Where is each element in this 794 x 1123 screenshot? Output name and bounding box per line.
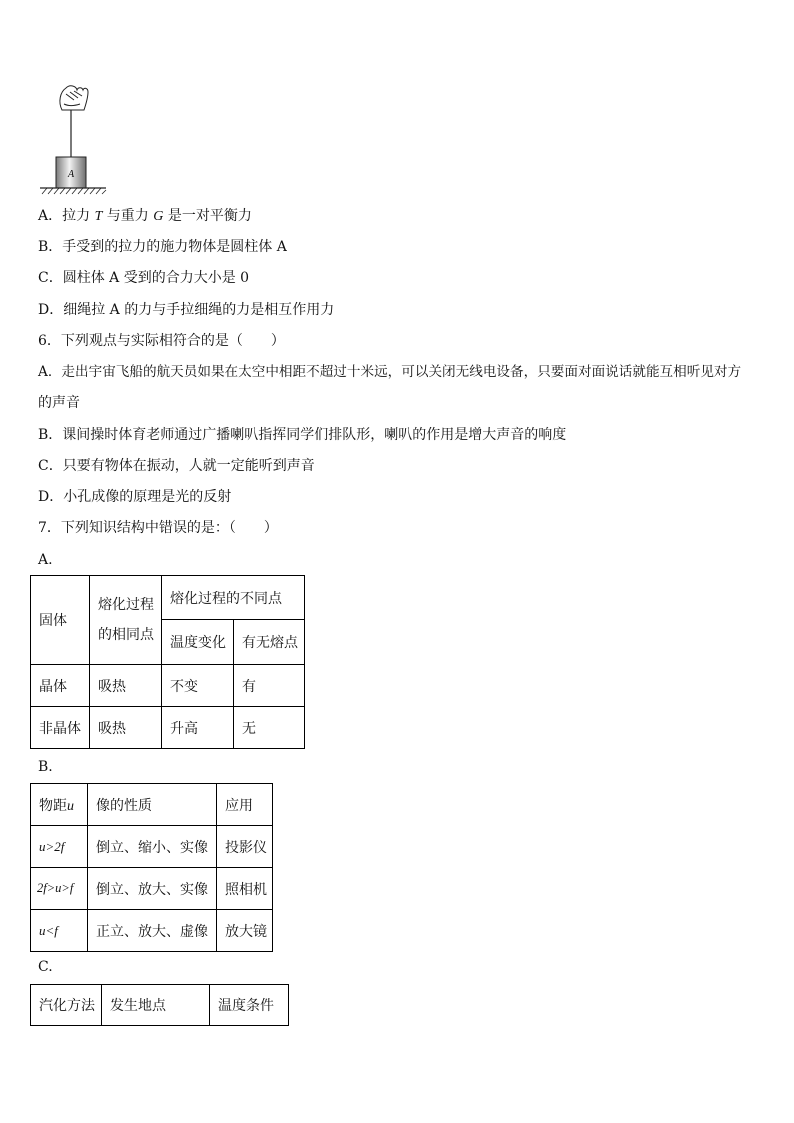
table-cell: 倒立、缩小、实像: [88, 826, 217, 868]
q6-option-a-line1: A．走出宇宙飞船的航天员如果在太空中相距不超过十米远，可以关闭无线电设备，只要面对面说话就能互相听见对方: [38, 364, 742, 380]
table-cell: 投影仪: [217, 826, 273, 868]
table-row: [31, 826, 273, 868]
q5-option-d: D．细绳拉 A 的力与手拉细绳的力是相互作用力: [38, 302, 335, 318]
table-a-header-same-line1: 熔化过程: [98, 597, 154, 613]
table-cell: 无: [234, 707, 305, 749]
q6-option-a-line2: 的声音: [38, 395, 80, 411]
table-cell-condition: u<f: [31, 910, 88, 952]
table-a-melting: [30, 575, 305, 749]
table-c-header-method: 汽化方法: [31, 985, 102, 1026]
q5-option-a-text: A．拉力: [38, 208, 95, 224]
var-u: u: [67, 798, 74, 814]
table-a-header-same: [90, 576, 162, 665]
table-cell-condition: u>2f: [31, 826, 88, 868]
table-cell: 正立、放大、虚像: [88, 910, 217, 952]
q7-stem: 7．下列知识结构中错误的是：（ ）: [38, 520, 278, 536]
table-cell: 有: [234, 665, 305, 707]
table-cell: 吸热: [90, 707, 162, 749]
q5-option-a-text-mid: 与重力: [102, 208, 154, 224]
table-cell: 非晶体: [31, 707, 90, 749]
q7-label-a: A.: [38, 552, 53, 568]
var-T: T: [94, 209, 103, 224]
table-a-header-mp: 有无熔点: [234, 620, 305, 665]
q5-option-c: C．圆柱体 A 受到的合力大小是 0: [38, 270, 250, 286]
block-label: A: [67, 169, 75, 180]
q5-option-a: [38, 207, 252, 226]
table-cell-condition: 2f>u>f: [31, 868, 88, 910]
q7-label-c: C.: [38, 959, 53, 975]
table-cell: 倒立、放大、实像: [88, 868, 217, 910]
q6-option-d: D．小孔成像的原理是光的反射: [38, 489, 232, 505]
q5-option-a-text-end: 是一对平衡力: [163, 208, 252, 224]
var-G: G: [153, 209, 164, 224]
table-c-vaporization: [30, 984, 289, 1026]
hand-rope-block-diagram: [40, 80, 110, 198]
table-row: [31, 707, 305, 749]
table-cell: 放大镜: [217, 910, 273, 952]
table-row: [31, 665, 305, 707]
table-row: [31, 868, 273, 910]
table-b-lens: [30, 783, 273, 952]
table-cell: 不变: [162, 665, 234, 707]
table-cell: 晶体: [31, 665, 90, 707]
table-c-header-location: 发生地点: [102, 985, 210, 1026]
q6-option-b: B．课间操时体育老师通过广播喇叭指挥同学们排队形，喇叭的作用是增大声音的响度: [38, 427, 567, 443]
table-a-header-temp: 温度变化: [162, 620, 234, 665]
table-cell: 照相机: [217, 868, 273, 910]
q5-option-b: B．手受到的拉力的施力物体是圆柱体 A: [38, 239, 287, 255]
table-cell: 吸热: [90, 665, 162, 707]
table-a-header-solid: 固体: [31, 576, 90, 665]
table-b-header-nature: 像的性质: [88, 784, 217, 826]
table-b-header-dist: [31, 784, 88, 826]
q6-option-c: C．只要有物体在振动，人就一定能听到声音: [38, 458, 315, 474]
table-a-header-same-line2: 的相同点: [98, 627, 154, 643]
table-cell: 升高: [162, 707, 234, 749]
q7-label-b: B.: [38, 759, 53, 775]
table-b-header-use: 应用: [217, 784, 273, 826]
table-b-header-dist-text: 物距: [39, 797, 67, 814]
physics-figure: [40, 80, 110, 198]
table-row: [31, 910, 273, 952]
hand-icon: [60, 86, 88, 110]
table-c-header-temperature: 温度条件: [210, 985, 289, 1026]
ground-hatch: [42, 188, 106, 194]
table-a-header-diff: 熔化过程的不同点: [162, 576, 305, 620]
q6-stem: 6．下列观点与实际相符合的是（ ）: [38, 333, 285, 349]
